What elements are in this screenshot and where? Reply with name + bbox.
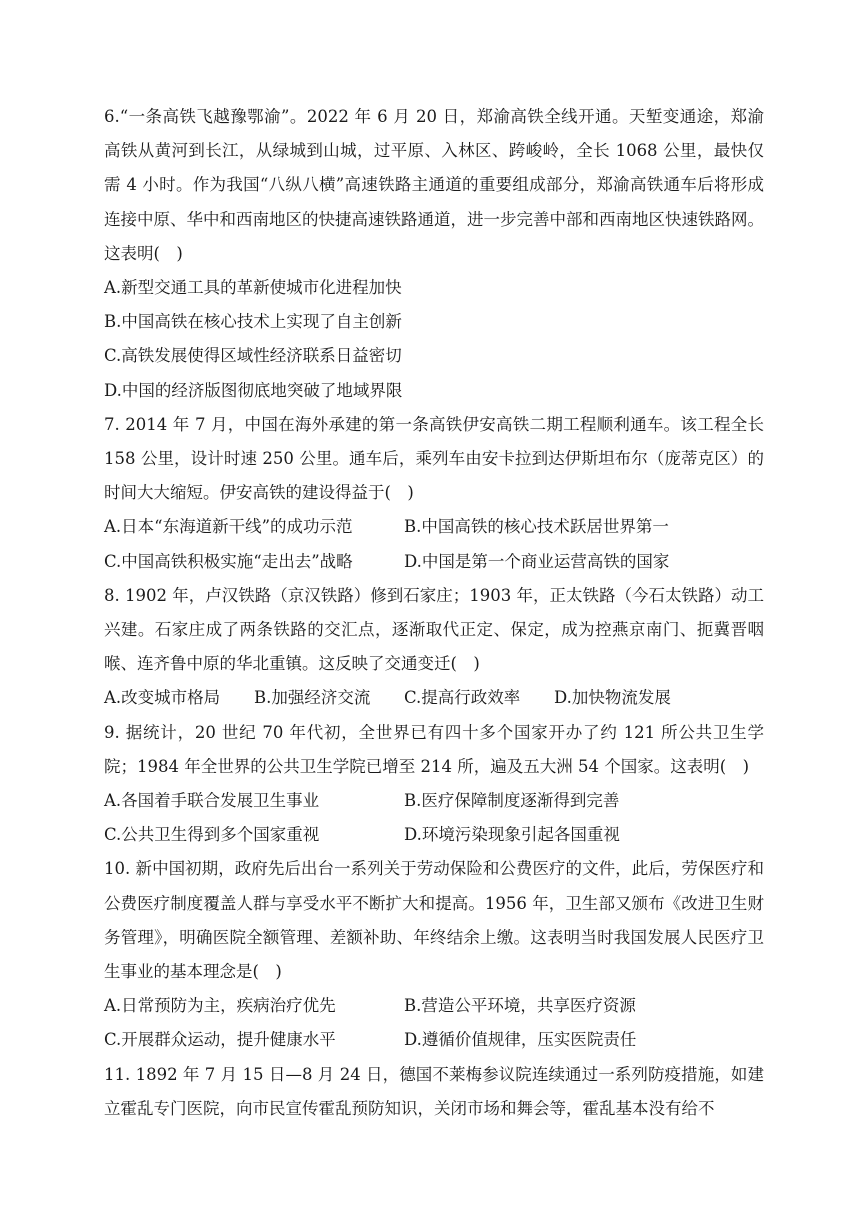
option-row <box>104 271 764 305</box>
option-c[interactable]: C.开展群众运动，提升健康水平 <box>104 1030 336 1050</box>
option-row <box>104 510 764 544</box>
option-b[interactable]: B.中国高铁的核心技术跃居世界第一 <box>404 517 669 537</box>
option-c[interactable]: C.提高行政效率 <box>404 688 521 708</box>
question-stem: 8. 1902 年，卢汉铁路（京汉铁路）修到石家庄；1903 年，正太铁路（今石太铁路）动工兴建。石家庄成了两条铁路的交汇点，逐渐取代正定、保定，成为控燕京南门、扼冀晋咽喉、连齐鲁中原的华北重镇。这反映了交通变迁( ) <box>104 585 764 674</box>
option-d[interactable]: D.中国是第一个商业运营高铁的国家 <box>404 551 670 571</box>
option-row <box>104 545 764 579</box>
option-d[interactable]: D.遵循价值规律，压实医院责任 <box>404 1030 637 1050</box>
exam-page <box>104 100 764 1126</box>
option-c[interactable]: C.高铁发展使得区域性经济联系日益密切 <box>104 346 402 366</box>
option-a[interactable]: A.改变城市格局 <box>104 688 221 708</box>
question-8 <box>104 579 764 716</box>
option-row <box>104 818 764 852</box>
question-stem: 10. 新中国初期，政府先后出台一系列关于劳动保险和公费医疗的文件，此后，劳保医疗和公费医疗制度覆盖人群与享受水平不断扩大和提高。1956 年，卫生部又颁布《改进卫生财务管理》，明确医院全额管理、差额补助、年终结余上缴。这表明当时我国发展人民医疗卫生事业的基本理念是( ) <box>104 859 764 982</box>
option-row <box>104 1023 764 1057</box>
option-d[interactable]: D.中国的经济版图彻底地突破了地域界限 <box>104 380 403 400</box>
question-stem: 7. 2014 年 7 月，中国在海外承建的第一条高铁伊安高铁二期工程顺利通车。该工程全长 158 公里，设计时速 250 公里。通车后，乘列车由安卡拉到达伊斯坦布尔（庞蒂克区）的时间大大缩短。伊安高铁的建设得益于( ) <box>104 414 764 503</box>
question-stem: 11. 1892 年 7 月 15 日—8 月 24 日，德国不莱梅参议院连续通过一系列防疫措施，如建立霍乱专门医院，向市民宣传霍乱预防知识，关闭市场和舞会等，霍乱基本没有给不 <box>104 1064 764 1118</box>
question-11 <box>104 1058 764 1126</box>
option-a[interactable]: A.新型交通工具的革新使城市化进程加快 <box>104 278 402 298</box>
option-row <box>104 374 764 408</box>
option-d[interactable]: D.加快物流发展 <box>554 688 671 708</box>
option-a[interactable]: A.各国着手联合发展卫生事业 <box>104 791 320 811</box>
option-b[interactable]: B.医疗保障制度逐渐得到完善 <box>404 791 620 811</box>
option-row <box>104 681 764 715</box>
option-b[interactable]: B.中国高铁在核心技术上实现了自主创新 <box>104 312 402 332</box>
option-row <box>104 784 764 818</box>
option-b[interactable]: B.加强经济交流 <box>254 688 371 708</box>
option-c[interactable]: C.公共卫生得到多个国家重视 <box>104 825 320 845</box>
question-10 <box>104 852 764 1057</box>
option-d[interactable]: D.环境污染现象引起各国重视 <box>404 825 620 845</box>
option-row <box>104 339 764 373</box>
option-b[interactable]: B.营造公平环境，共享医疗资源 <box>404 996 636 1016</box>
question-stem: 6.“一条高铁飞越豫鄂渝”。2022 年 6 月 20 日，郑渝高铁全线开通。天堑变通途，郑渝高铁从黄河到长江，从绿城到山城，过平原、入林区、跨峻岭，全长 1068 公里，最快仅需 4 小时。作为我国“八纵八横”高速铁路主通道的重要组成部分，郑渝高铁通车后将形成连接中原、华中和西南地区的快捷高速铁路通道，进一步完善中部和西南地区快速铁路网。这表明( ) <box>104 107 764 263</box>
option-row <box>104 305 764 339</box>
question-7 <box>104 408 764 579</box>
question-9 <box>104 716 764 853</box>
question-6 <box>104 100 764 408</box>
option-a[interactable]: A.日本“东海道新干线”的成功示范 <box>104 517 353 537</box>
option-row <box>104 989 764 1023</box>
question-stem: 9. 据统计，20 世纪 70 年代初，全世界已有四十多个国家开办了约 121 所公共卫生学院；1984 年全世界的公共卫生学院已增至 214 所，遍及五大洲 54 个国家。这表明( ) <box>104 722 764 776</box>
option-c[interactable]: C.中国高铁积极实施“走出去”战略 <box>104 551 353 571</box>
option-a[interactable]: A.日常预防为主，疾病治疗优先 <box>104 996 336 1016</box>
